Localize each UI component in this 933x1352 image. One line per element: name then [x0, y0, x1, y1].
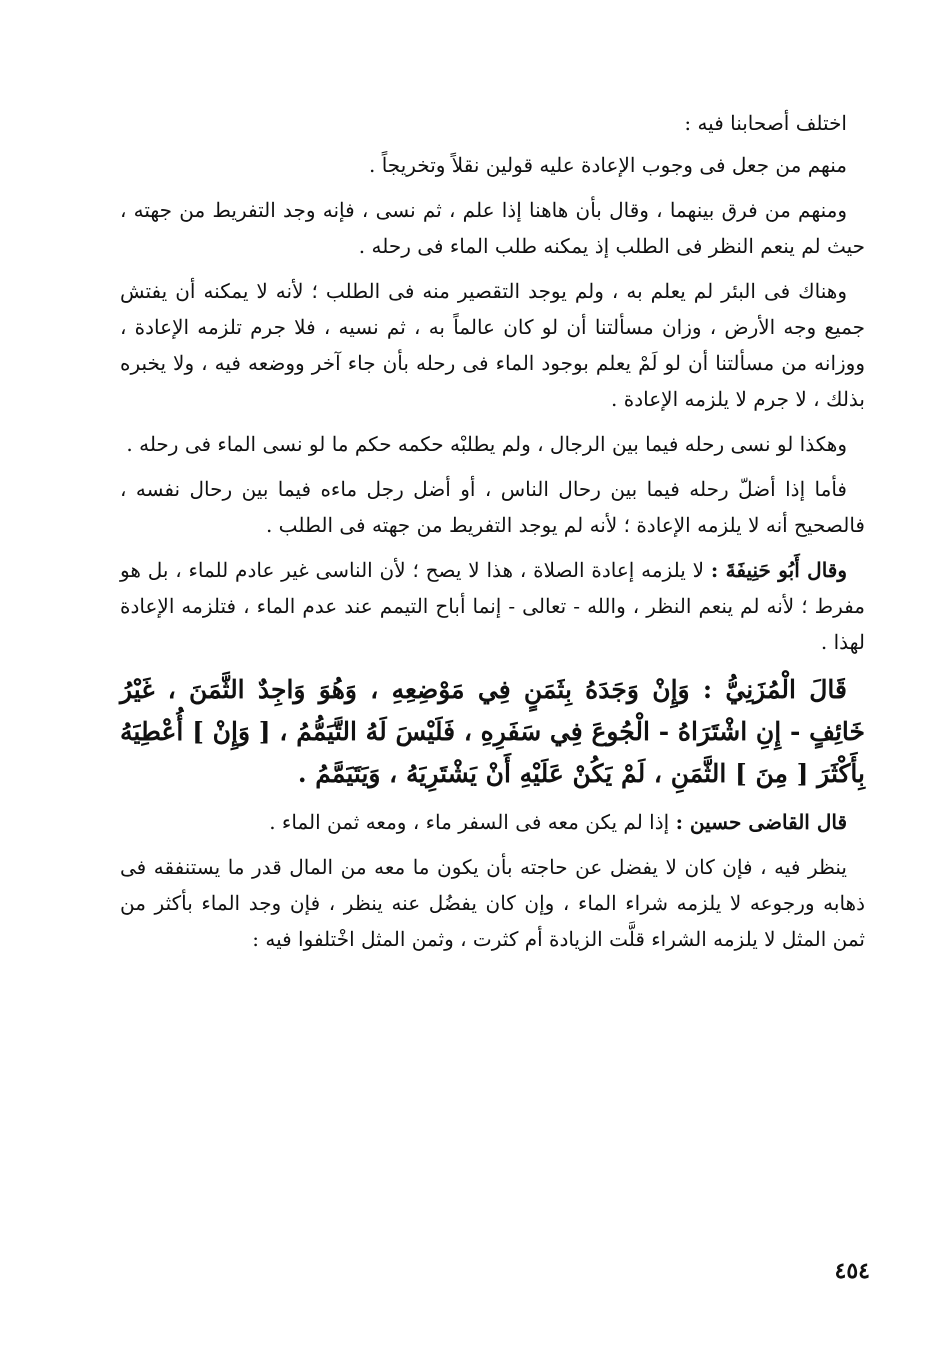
- paragraph-1: اختلف أصحابنا فيه :: [684, 111, 847, 135]
- page-number: ٤٥٤: [834, 1258, 870, 1284]
- abu-hanifa-name: وقال أَبُو حَنِيفَةَ :: [710, 558, 848, 582]
- page-body: [120, 105, 865, 1295]
- muzani-quote: قَالَ الْمُزَنِيُّ : وَإِنْ وَجَدَهُ بِثَمَنٍ فِي مَوْضِعِهِ ، وَهُوَ وَاجِدٌ الثَّمَنَ ، غَيْرُ خَائِفٍ - إِنِ اشْتَرَاهُ - الْجُوعَ فِي سَفَرِهِ ، فَلَيْسَ لَهُ التَّيَمُّمُ ، [ وَإِنْ ] أُعْطِيَهُ بِأَكْثَرَ [ مِنَ ] الثَّمَنِ ، لَمْ يَكُنْ عَلَيْهِ أَنْ يَشْتَرِيَهُ ، وَيَتَيَمَّمُ .: [120, 675, 865, 788]
- paragraph-2: منهم من جعل فى وجوب الإعادة عليه قولين نقلاً وتخريجاً .: [368, 153, 847, 177]
- paragraph-7-text: لا يلزمه إعادة الصلاة ، هذا لا يصح ؛ لأن الناسى غير عادم للماء ، بل هو مفرط ؛ لأنه لم ينعم النظر ، والله - تعالى - إنما أباح التيمم عند عدم الماء ، فتلزمه الإعادة لهذا .: [120, 558, 865, 654]
- paragraph-10: ينظر فيه ، فإن كان لا يفضل عن حاجته بأن يكون ما معه من المال قدر ما يستنفقه فى ذهابه ورجوعه لا يلزمه شراء الماء ، وإن كان يفضُل عنه ينظر ، فإن وجد الماء بأكثر من ثمن المثل لا يلزمه الشراء قلَّت الزيادة أم كثرت ، وثمن المثل اخْتلفوا فيه :: [120, 855, 865, 951]
- paragraph-4: وهناك فى البئر لم يعلم به ، ولم يوجد التقصير منه فى الطلب ؛ لأنه لا يمكنه أن يفتش جميع وجه الأرض ، وزان مسألتنا أن لو كان عالماً به ، ثم نسيه ، فلا جرم تلزمه الإعادة ، ووزانه من مسألتنا أن لو لَمْ يعلم بوجود الماء فى رحله بأن جاء آخر ووضعه فيه ، ولا يخبره بذلك ، لا جرم لا يلزمه الإعادة .: [120, 279, 865, 411]
- paragraph-3: ومنهم من فرق بينهما ، وقال بأن هاهنا إذا علم ، ثم نسى ، فإنه وجد التفريط من جهته ، حيث لم ينعم النظر فى الطلب إذ يمكنه طلب الماء فى رحله .: [120, 198, 865, 258]
- paragraph-7: [120, 552, 865, 660]
- paragraph-9-text: إذا لم يكن معه فى السفر ماء ، ومعه ثمن الماء .: [269, 810, 676, 834]
- qadi-husayn-name: قال القاضى حسين :: [675, 810, 847, 834]
- paragraph-9: [120, 804, 865, 840]
- paragraph-5: وهكذا لو نسى رحله فيما بين الرجال ، ولم يطلبْه حكمه حكم ما لو نسى الماء فى رحله .: [126, 432, 847, 456]
- paragraph-6: فأما إذا أضلّ رحله فيما بين رحال الناس ، أو أضل رجل ماءه فيما بين رحال نفسه ، فالصحيح أنه لا يلزمه الإعادة ؛ لأنه لم يوجد التفريط من جهته فى الطلب .: [120, 477, 865, 537]
